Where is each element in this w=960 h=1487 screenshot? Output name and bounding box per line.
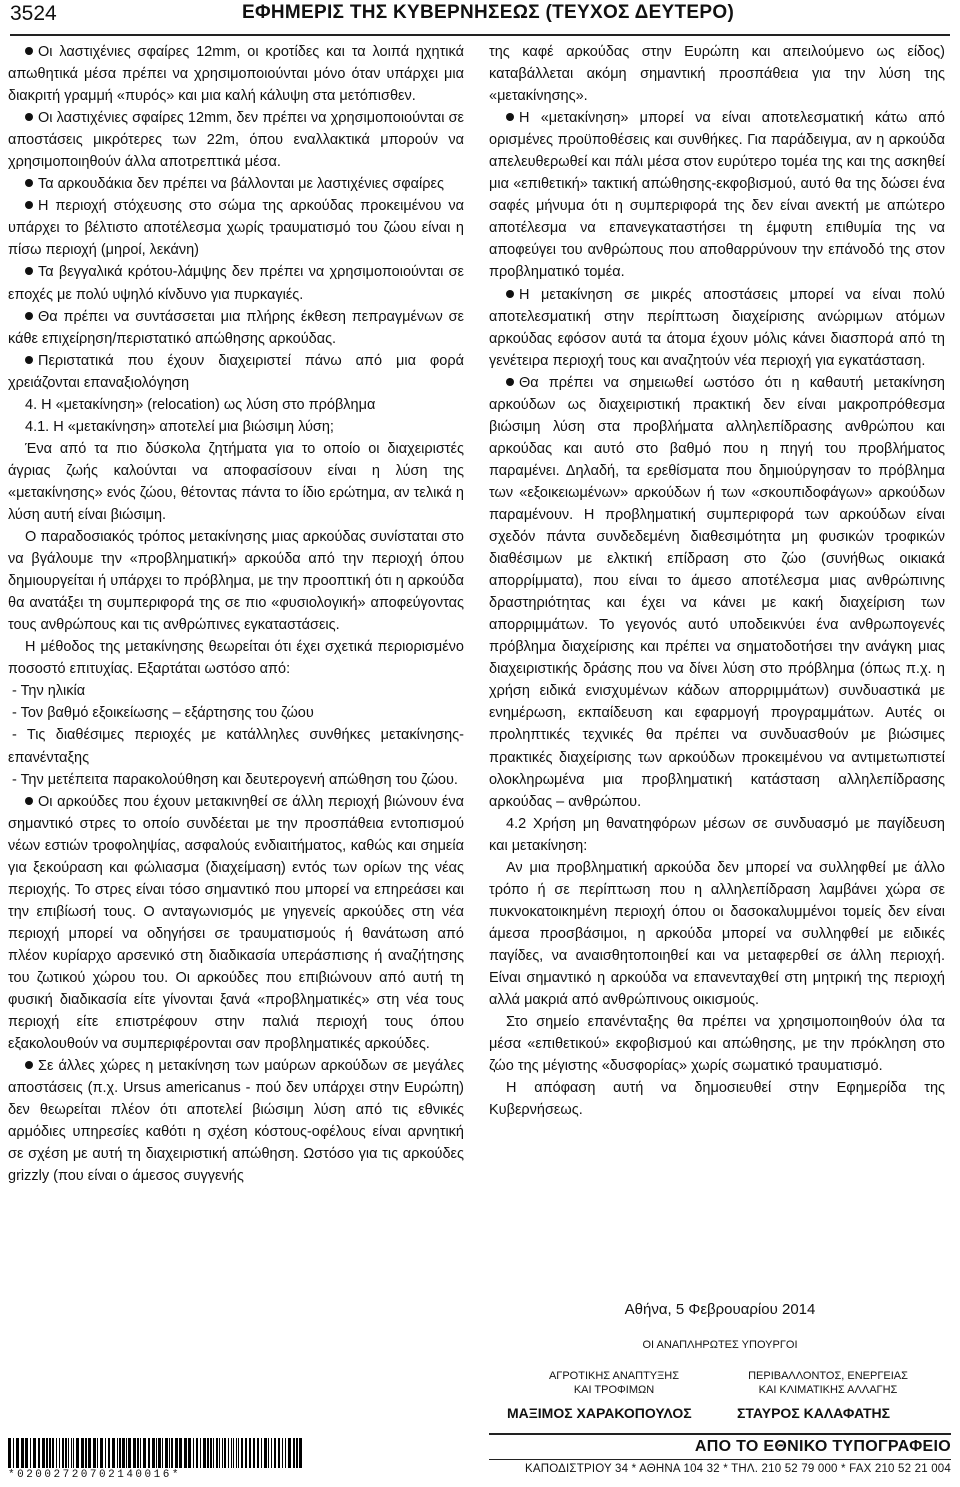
paragraph: Θα πρέπει να συντάσσεται μια πλήρης έκθεση πεπραγμένων σε κάθε επιχείρηση/περιστατικό απώθησης αρκούδας. xyxy=(8,308,464,347)
paragraph: Η απόφαση αυτή να δημοσιευθεί στην Εφημερίδα της Κυβερνήσεως. xyxy=(489,1080,945,1119)
paragraph: Στο σημείο επανένταξης θα πρέπει να χρησιμοποιηθούν όλα τα μέσα «επιθετικού» εκφοβισμού και απώθησης, με την πρόκληση στο ζώο της μέγιστης «δυσφορίας» χωρίς σωματικό τραυματισμό. xyxy=(489,1014,945,1075)
barcode-bar xyxy=(207,1438,209,1468)
barcode-bar xyxy=(257,1438,259,1468)
bullet-icon xyxy=(506,290,514,298)
barcode-bar xyxy=(282,1438,283,1468)
paragraph: Η περιοχή στόχευσης στο σώμα της αρκούδας προκειμένου να υπάρχει το βέλτιστο αποτέλεσμα χωρίς τραυματισμό του ζώου είναι η πίσω περιοχή (μηροί, λεκάνη) xyxy=(8,198,464,259)
barcode-bar xyxy=(156,1438,157,1468)
ministry-2-line2: ΚΑΙ ΚΛΙΜΑΤΙΚΗΣ ΑΛΛΑΓΗΣ xyxy=(758,1384,898,1396)
ministry-2 xyxy=(723,1369,933,1397)
barcode-bar xyxy=(122,1438,125,1468)
barcode-bar xyxy=(112,1438,115,1468)
paragraph: Οι λαστιχένιες σφαίρες 12mm, δεν πρέπει να χρησιμοποιούνται σε αποστάσεις μικρότερες των 22m, όπου εναλλακτικά μπορούν να χρησιμοποιηθούν άλλα αποτρεπτικά μέσα. xyxy=(8,110,464,171)
barcode-bar xyxy=(253,1438,255,1468)
bullet-icon xyxy=(25,356,33,364)
barcode-bar xyxy=(119,1438,121,1468)
barcode-bar xyxy=(133,1438,136,1468)
bullet-icon xyxy=(25,1061,33,1069)
paragraph: Αν μια προβληματική αρκούδα δεν μπορεί να συλληφθεί με άλλο τρόπο ή σε περίπτωση που η αλληλεπίδραση λαμβάνει χώρα σε πυκνοκατοικημένη περιοχή όπου οι δασοκαλυμμένοι τομείς δεν είναι άμεσα προσβάσιμοι, η αρκούδα μπορεί να συλληφθεί με ειδικές παγίδες, να αναισθητοποιηθεί και να μεταφερθεί σε άλλη περιοχή. Είναι σημαντικό η αρκούδα να επανενταχθεί στη μητρική της περιοχή αλλά μακριά από ανθρώπινους οικισμούς. xyxy=(489,859,945,1009)
barcode-bar xyxy=(59,1438,60,1468)
paragraph: Οι αρκούδες που έχουν μετακινηθεί σε άλλη περιοχή βιώνουν ένα σημαντικό στρες το οποίο συνδέεται με την προσπάθεια εντοπισμού νέων εστιών τροφοληψίας, ασφαλούς ενδιαιτήματος, καθώς και σημεία για ξεκούραση και φώλιασμα (διαχείμαση) εντός των ορίων της νέας περιοχής. Το στρες είναι τόσο σημαντικό που μπορεί να επηρεάσει και την επιβίωσή τους. Ο ανταγωνισμός με γηγενείς αρκούδες στη νέα περιοχή μπορεί να οδηγήσει σε τραυματισμούς ή θανάτωση από πλέον κυρίαρχο αρσενικό στη διαδικασία υπεράσπισης ή αναζήτησης του ζωτικού χώρου του. Οι αρκούδες που επιβιώνουν από αυτή τη φυσική διαδικασία είτε γίνονται ξανά «προβληματικές» στη νέα τους περιοχή είτε επιστρέφουν στην παλιά περιοχή τους όπου εξακολουθούν να συμπεριφέρονται σαν προβληματικές αρκούδες. xyxy=(8,793,464,1053)
barcode-bar xyxy=(85,1438,87,1468)
barcode-bar xyxy=(38,1438,40,1468)
bullet-icon xyxy=(25,312,33,320)
barcode-text: *02002720702140016* xyxy=(8,1469,181,1481)
barcode-bars xyxy=(8,1438,308,1468)
barcode-bar xyxy=(143,1438,146,1468)
signatory-name-2: ΣΤΑΥΡΟΣ ΚΑΛΑΦΑΤΗΣ xyxy=(737,1405,891,1421)
barcode-bar xyxy=(293,1438,295,1468)
barcode-bar xyxy=(171,1438,173,1468)
barcode-bar xyxy=(210,1438,212,1468)
barcode-bar xyxy=(236,1438,237,1468)
barcode-bar xyxy=(278,1438,280,1468)
ministry-1-line1: ΑΓΡΟΤΙΚΗΣ ΑΝΑΠΤΥΞΗΣ xyxy=(548,1370,680,1382)
paragraph: Οι λαστιχένιες σφαίρες 12mm, οι κροτίδες και τα λοιπά ηχητικά απωθητικά μέσα πρέπει να χρησιμοποιούνται μόνο όταν υπάρχει μια διακριτή γραμμή «πυρός» και μια καλή κάλυψη στα μετόπισθεν. xyxy=(8,44,464,105)
barcode-bar xyxy=(175,1438,178,1468)
paragraph: Η μέθοδος της μετακίνησης θεωρείται ότι έχει σχετικά περιορισμένο ποσοστό επιτυχίας. Εξαρτάται ωστόσο από: xyxy=(8,639,464,678)
paragraph: Περιστατικά που έχουν διαχειριστεί πάνω από μια φορά χρειάζονται επαναξιολόγηση xyxy=(8,352,464,391)
barcode-bar xyxy=(196,1438,198,1468)
barcode-bar xyxy=(224,1438,226,1468)
bullet-icon xyxy=(25,47,33,55)
barcode-bar xyxy=(162,1438,163,1468)
ministers-heading: ΟΙ ΑΝΑΠΛΗΡΩΤΕΣ ΥΠΟΥΡΓΟΙ xyxy=(642,1339,798,1351)
barcode-bar xyxy=(184,1438,187,1468)
barcode-bar xyxy=(241,1438,243,1468)
signatory-name-1: ΜΑΞΙΜΟΣ ΧΑΡΑΚΟΠΟΥΛΟΣ xyxy=(507,1405,692,1421)
barcode-bar xyxy=(152,1438,155,1468)
right-column xyxy=(489,41,945,1121)
barcode-bar xyxy=(299,1438,302,1468)
barcode-bar xyxy=(126,1438,127,1468)
barcode-bar xyxy=(21,1438,24,1468)
bullet-icon xyxy=(506,378,514,386)
barcode-bar xyxy=(88,1438,91,1468)
barcode-bar xyxy=(52,1438,54,1468)
barcode-bar xyxy=(245,1438,247,1468)
section-heading: 4.2 Χρήση μη θανατηφόρων μέσων σε συνδυασμό με παγίδευση και μετακίνηση: xyxy=(489,815,945,854)
bullet-icon xyxy=(506,113,514,121)
barcode-bar xyxy=(203,1438,206,1468)
paragraph: Ένα από τα πιο δύσκολα ζητήματα για το οποίο οι διαχειριστές άγριας ζωής καλούνται να αποφασίσουν είναι η λύση της «μετακίνησης» ενός ζώου, θέτοντας πάντα το ίδιο ερώτημα, αν τελικά η λύση αυτή είναι βιώσιμη. xyxy=(8,440,464,523)
barcode-bar xyxy=(285,1438,286,1468)
barcode-bar xyxy=(108,1438,110,1468)
barcode-bar xyxy=(274,1438,276,1468)
barcode-bar xyxy=(33,1438,36,1468)
barcode-bar xyxy=(97,1438,98,1468)
barcode-bar xyxy=(238,1438,239,1468)
barcode-bar xyxy=(25,1438,28,1468)
list-item: - Τον βαθμό εξοικείωσης – εξάρτησης του ζώου xyxy=(12,705,314,722)
ministry-2-line1: ΠΕΡΙΒΑΛΛΟΝΤΟΣ, ΕΝΕΡΓΕΙΑΣ xyxy=(748,1370,908,1382)
barcode-bar xyxy=(8,1438,11,1468)
printer-address: ΚΑΠΟΔΙΣΤΡΙΟΥ 34 * ΑΘΗΝΑ 104 32 * ΤΗΛ. 210 52 79 000 * FAX 210 52 21 004 xyxy=(524,1463,951,1475)
barcode-bar xyxy=(219,1438,220,1468)
barcode-bar xyxy=(13,1438,14,1468)
printer-title: ΑΠΟ ΤΟ ΕΘΝΙΚΟ ΤΥΠΟΓΡΑΦΕΙΟ xyxy=(694,1438,951,1455)
barcode xyxy=(8,1438,308,1480)
barcode-bar xyxy=(148,1438,150,1468)
place-date: Αθήνα, 5 Φεβρουαρίου 2014 xyxy=(624,1301,816,1318)
barcode-bar xyxy=(271,1438,272,1468)
paragraph: Σε άλλες χώρες η μετακίνηση των μαύρων αρκούδων σε μεγάλες αποστάσεις (π.χ. Ursus americanus - πού δεν υπάρχει στην Ευρώπη) δεν θεωρείται πλέον ότι αποτελεί βιώσιμη λύση από τις εθνικές αρμόδιες υπηρεσίες καθότι η σχέση κόστους-οφέλους είναι αρνητική σε σχέση με αυτή τη διαχειριστική απώθηση. Ωστόσο για τις αρκούδες grizzly (που είναι ο άμεσος συγγενής xyxy=(8,1058,464,1185)
barcode-bar xyxy=(117,1438,118,1468)
list-item: - Τις διαθέσιμες περιοχές με κατάλληλες συνθήκες μετακίνησης-επανένταξης xyxy=(8,727,464,766)
ministry-1 xyxy=(509,1369,719,1397)
barcode-bar xyxy=(222,1438,223,1468)
paragraph: Ο παραδοσιακός τρόπος μετακίνησης μιας αρκούδας συνίσταται στο να βγάλουμε την «προβληματική» αρκούδα από την περιοχή όπου δημιουργείται ή υπάρχει το πρόβλημα, με την προοπτική ότι η αρκούδα θα ανατάξει τη συμπεριφορά της σε πιο «φυσιολογική» αποφεύγοντας τους ανθρώπους και τις ανθρώπινες εγκαταστάσεις. xyxy=(8,529,464,634)
barcode-bar xyxy=(268,1438,269,1468)
barcode-bar xyxy=(73,1438,74,1468)
barcode-bar xyxy=(100,1438,103,1468)
barcode-bar xyxy=(46,1438,48,1468)
barcode-bar xyxy=(296,1438,298,1468)
paragraph: Η «μετακίνηση» μπορεί να είναι αποτελεσματική κάτω από ορισμένες προϋποθέσεις και συνθήκες. Για παράδειγμα, αν η αρκούδα απελευθερωθεί και πάλι μέσα στον ευρύτερο τομέα της και της ασκηθεί μια «επιθετική» τακτική απώθησης-εκφοβισμού, αυτό θα της δώσει ένα σαφές μήνυμα ότι η συμπεριφορά της δεν είναι ανεκτή με απώτερο αποτέλεσμα να επανεγκαταστήσει τη έμφυτη επιθυμία της να αποφεύγει του ανθρώπους που αποθαρρύνουν την επάνοδό της στον προβληματικό τομέα. xyxy=(489,110,945,281)
page-header xyxy=(10,0,950,36)
printer-footer xyxy=(489,1433,951,1475)
barcode-bar xyxy=(76,1438,79,1468)
bullet-icon xyxy=(25,179,33,187)
barcode-bar xyxy=(81,1438,84,1468)
paragraph: Η μετακίνηση σε μικρές αποστάσεις μπορεί να είναι πολύ αποτελεσματική στην περίπτωση διαχείρισης ανώριμων ατόμων αρκούδας εφόσον αυτά τα άτομα έχουν μόλις κάνει διασπορά από τη γενέτειρα περιοχή τους και αναζητούν νέα περιοχή για εγκατάσταση. xyxy=(489,286,945,369)
list-item: - Την ηλικία xyxy=(12,683,86,700)
barcode-bar xyxy=(179,1438,182,1468)
barcode-bar xyxy=(128,1438,131,1468)
barcode-bar xyxy=(264,1438,267,1468)
bullet-icon xyxy=(25,113,33,121)
bullet-icon xyxy=(25,267,33,275)
barcode-bar xyxy=(65,1438,67,1468)
paragraph: της καφέ αρκούδας στην Ευρώπη και απειλούμενο ως είδος) καταβάλλεται ακόμη σημαντική προσπάθεια για την λύση της «μετακίνησης». xyxy=(489,44,945,105)
paragraph: Τα αρκουδάκια δεν πρέπει να βάλλονται με λαστιχένιες σφαίρες xyxy=(8,173,464,195)
barcode-bar xyxy=(30,1438,31,1468)
bullet-icon xyxy=(25,201,33,209)
barcode-bar xyxy=(42,1438,45,1468)
ministry-1-line2: ΚΑΙ ΤΡΟΦΙΜΩΝ xyxy=(573,1384,655,1396)
barcode-bar xyxy=(158,1438,161,1468)
barcode-bar xyxy=(165,1438,168,1468)
bullet-icon xyxy=(25,797,33,805)
paragraph: Τα βεγγαλικά κρότου-λάμψης δεν πρέπει να χρησιμοποιούνται σε εποχές με πολύ υψηλό κίνδυνο για πυρκαγιές. xyxy=(8,264,464,303)
barcode-bar xyxy=(49,1438,51,1468)
list-item: - Την μετέπειτα παρακολούθηση και δευτερογενή απώθηση του ζώου. xyxy=(12,771,458,788)
barcode-bar xyxy=(216,1438,218,1468)
barcode-bar xyxy=(231,1438,232,1468)
barcode-bar xyxy=(16,1438,19,1468)
section-heading: 4. Η «μετακίνηση» (relocation) ως λύση στο πρόβλημα xyxy=(25,396,376,413)
barcode-bar xyxy=(228,1438,229,1468)
page-number: 3524 xyxy=(10,2,57,25)
barcode-bar xyxy=(249,1438,251,1468)
barcode-bar xyxy=(62,1438,64,1468)
barcode-bar xyxy=(288,1438,291,1468)
barcode-bar xyxy=(193,1438,194,1468)
left-column xyxy=(8,41,464,1187)
section-heading: 4.1. Η «μετακίνηση» αποτελεί μια βιώσιμη λύση; xyxy=(25,418,334,435)
barcode-bar xyxy=(200,1438,201,1468)
barcode-bar xyxy=(137,1438,139,1468)
divider xyxy=(489,1459,951,1460)
paragraph: Θα πρέπει να σημειωθεί ωστόσο ότι η καθαυτή μετακίνηση αρκούδων ως διαχειριστική πρακτική δεν είναι μακροπρόθεσμα βιώσιμη λύση στα προβλήματα αλληλεπίδρασης ανθρώπου και αρκούδας και αυτό στο βαθμό που η πηγή του προβλήματος παραμένει. Δηλαδή, τα ερεθίσματα που δημιούργησαν το πρόβλημα των «εξοικειωμένων» αρκούδων ή των «σκουπιδοφάγων» αρκούδων παραμένουν. Η προβληματική συμπεριφορά των αρκούδων είναι σχεδόν πάντα συνδεδεμένη διαθεσιμότητα μη φυσικών τροφικών διαθέσιμων με ελκτική επίδραση στο ζώο (συνήθως οικιακά απορρίμματα), που είναι το άμεσο αποτέλεσμα μιας ανθρώπινης δραστηριότητας και έχει να κάνει με κακή διαχείριση των απορριμμάτων. Το γεγονός αυτό υποδεικνύει ένα ανθρωπογενές πρόβλημα διαχείρισης και πρέπει να σηματοδοτήσει την ανάγκη μιας διαχειριστικής δράσης που να δίνει λύση στο πρόβλημα (όπως π.χ. η χρήση ειδικά ενισχυμένων κάδων απορριμμάτων) συνδυαστικά με ενημέρωση, εκπαίδευση και εφαρμογή προγραμμάτων. Αυτές οι προληπτικές τεχνικές θα πρέπει να συνδυασθούν με βιώσιμες πρακτικές διαχείρισης των αρκούδων προκειμένου να αντιμετωπιστεί ολοκληρωμένα μια προβληματική κατάσταση αλληλεπίδρασης αρκούδας – ανθρώπου. xyxy=(489,374,945,810)
barcode-bar xyxy=(93,1438,96,1468)
barcode-bar xyxy=(233,1438,234,1468)
barcode-bar xyxy=(71,1438,72,1468)
barcode-bar xyxy=(169,1438,170,1468)
gazette-title: ΕΦΗΜΕΡΙΣ ΤΗΣ ΚΥΒΕΡΝΗΣΕΩΣ (ΤΕΥΧΟΣ ΔΕΥΤΕΡΟ) xyxy=(242,2,735,23)
barcode-bar xyxy=(56,1438,57,1468)
barcode-bar xyxy=(105,1438,106,1468)
barcode-bar xyxy=(188,1438,191,1468)
barcode-bar xyxy=(68,1438,69,1468)
barcode-bar xyxy=(261,1438,262,1468)
barcode-bar xyxy=(140,1438,141,1468)
barcode-bar xyxy=(213,1438,214,1468)
